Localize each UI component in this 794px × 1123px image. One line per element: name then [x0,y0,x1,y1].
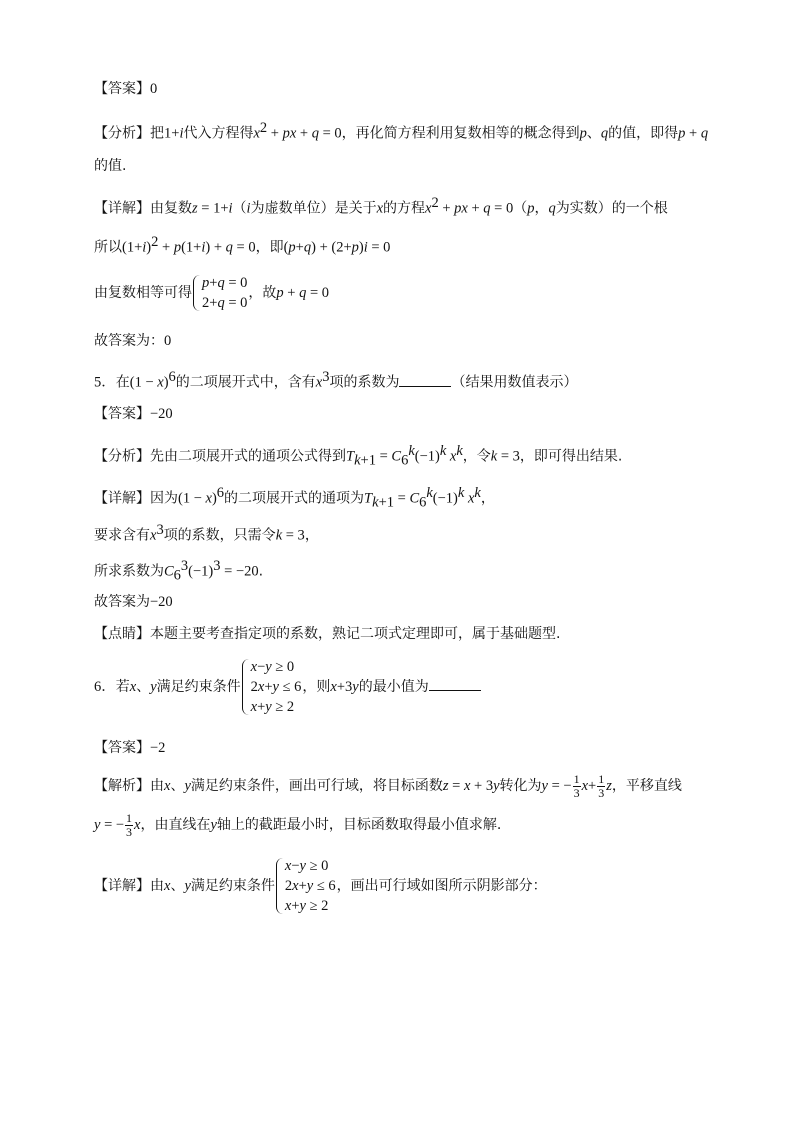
detail-line: 由复数相等可得 p+q = 0 2+q = 0 ，故p + q = 0 [94,275,329,311]
answer-blank [429,676,481,691]
question-6: 6．若x、y满足约束条件 x−y ≥ 0 2x+y ≤ 6 x+y ≥ 2 ，则x+3y的最小值为 [94,657,481,717]
detail-line: 【详解】因为$(1 - x)^6$的二项展开式的通项为$T_{k+1} = C_6^k(-1)^k$ $x^k$， [94,485,495,511]
solution-line: 【解析】由x、y满足约束条件，画出可行域，将目标函数z = x + 3y转化为y = − $\frac{1}{3}$ x+ $\frac{1}{3}$ z，平移直线 [94,771,682,800]
solution-line-cont: y = − $\frac{1}{3}$ x，由直线在y轴上的截距最小时，目标函数取得最小值求解. [94,810,502,839]
equation-system: p+q = 0 2+q = 0 [193,273,247,313]
detail-line: 【详解】由x、y满足约束条件 x−y ≥ 0 2x+y ≤ 6 x+y ≥ 2 ，画出可行域如图所示阴影部分： [94,858,547,914]
answer-summary: 故答案为：0 [94,333,172,349]
detail-line: 所求系数为$C_6^3(-1)^3 = -20$. [94,558,264,584]
answer-line: 【答案】0 [94,81,158,97]
answer-blank [399,372,451,387]
analysis-line: 【分析】把1+i代入方程得$x^2$ + px + q = 0，再化简方程利用复数相等的概念得到p、q的值，即得p + q [94,120,709,142]
constraint-system: x−y ≥ 0 2x+y ≤ 6 x+y ≥ 2 [276,856,336,916]
constraint-system: x−y ≥ 0 2x+y ≤ 6 x+y ≥ 2 [242,657,302,717]
question-5: 5．在$(1 - x)^6$的二项展开式中，含有$x^3$项的系数为 （结果用数值表示） [94,369,578,391]
detail-line: 要求含有$x^3$项的系数，只需令k = 3， [94,522,319,544]
detail-line: 所以$(1+i)^2 + p(1+i) + q = 0$，即(p+q) + (2+p)i = 0 [94,234,391,256]
detail-line: 【详解】由复数z = 1+i（i为虚数单位）是关于x的方程$x^2$ + px + q = 0（p，q为实数）的一个根 [94,195,668,217]
remark-line: 【点睛】本题主要考查指定项的系数，熟记二项式定理即可，属于基础题型. [94,626,561,642]
answer-line: 【答案】−2 [94,740,166,756]
analysis-line-cont: 的值. [94,158,127,174]
analysis-line: 【分析】先由二项展开式的通项公式得到$T_{k+1} = C_6^k(-1)^k$ $x^k$，令k = 3，即可得出结果. [94,443,623,469]
answer-line: 【答案】−20 [94,406,173,422]
answer-summary: 故答案为−20 [94,594,173,610]
